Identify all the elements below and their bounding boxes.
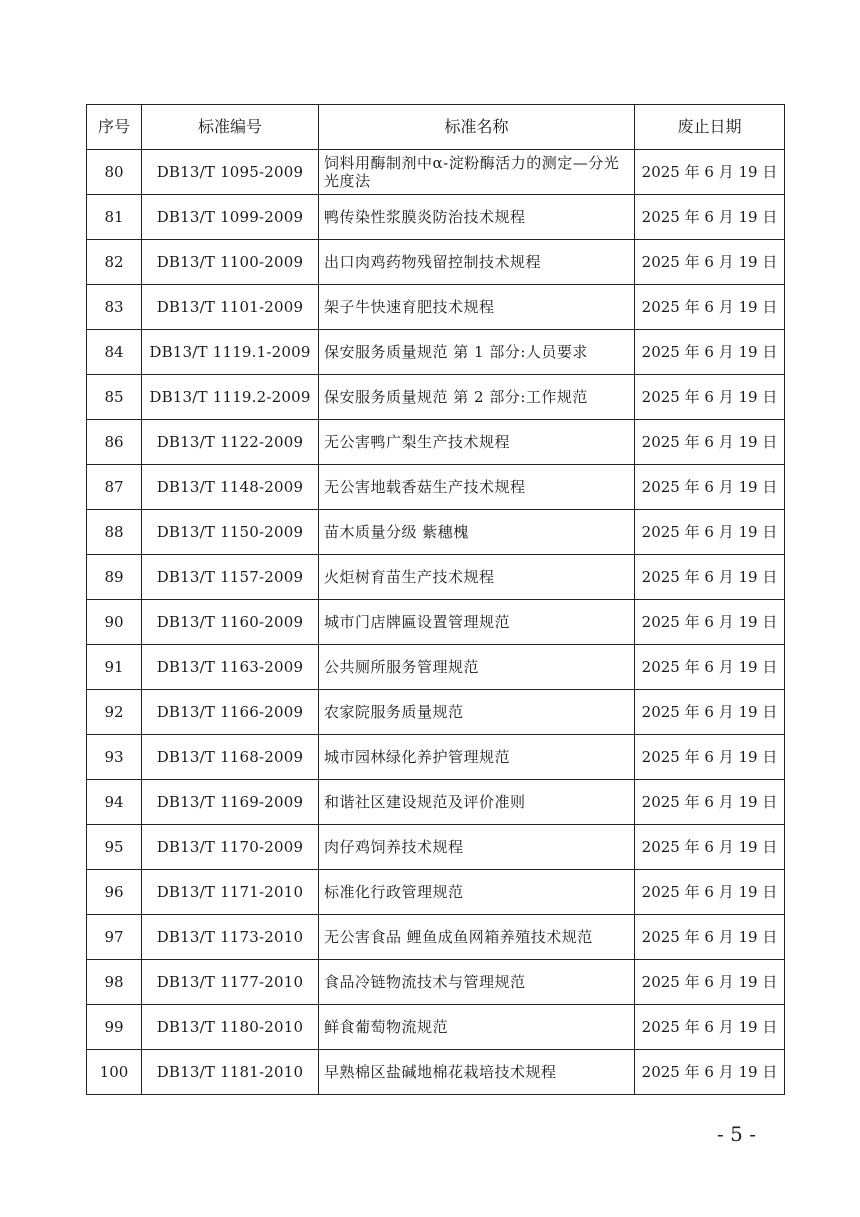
cell-serial-number: 93 bbox=[87, 735, 142, 780]
standards-table bbox=[86, 104, 785, 1095]
cell-abolish-date: 2025 年 6 月 19 日 bbox=[635, 150, 785, 195]
cell-serial-number: 96 bbox=[87, 870, 142, 915]
cell-standard-code: DB13/T 1150-2009 bbox=[142, 510, 319, 555]
cell-abolish-date: 2025 年 6 月 19 日 bbox=[635, 645, 785, 690]
table-row bbox=[87, 960, 785, 1005]
cell-abolish-date: 2025 年 6 月 19 日 bbox=[635, 825, 785, 870]
cell-serial-number: 84 bbox=[87, 330, 142, 375]
cell-serial-number: 100 bbox=[87, 1050, 142, 1095]
cell-serial-number: 81 bbox=[87, 195, 142, 240]
cell-serial-number: 80 bbox=[87, 150, 142, 195]
cell-standard-code: DB13/T 1122-2009 bbox=[142, 420, 319, 465]
cell-standard-code: DB13/T 1166-2009 bbox=[142, 690, 319, 735]
cell-abolish-date: 2025 年 6 月 19 日 bbox=[635, 780, 785, 825]
table-header-row bbox=[87, 105, 785, 150]
cell-standard-name: 架子牛快速育肥技术规程 bbox=[319, 285, 635, 330]
cell-standard-code: DB13/T 1163-2009 bbox=[142, 645, 319, 690]
cell-standard-code: DB13/T 1160-2009 bbox=[142, 600, 319, 645]
table-row bbox=[87, 420, 785, 465]
table-row bbox=[87, 825, 785, 870]
cell-serial-number: 88 bbox=[87, 510, 142, 555]
cell-abolish-date: 2025 年 6 月 19 日 bbox=[635, 420, 785, 465]
cell-serial-number: 91 bbox=[87, 645, 142, 690]
cell-abolish-date: 2025 年 6 月 19 日 bbox=[635, 1050, 785, 1095]
cell-serial-number: 82 bbox=[87, 240, 142, 285]
table-row bbox=[87, 600, 785, 645]
cell-standard-name: 无公害食品 鲤鱼成鱼网箱养殖技术规范 bbox=[319, 915, 635, 960]
cell-abolish-date: 2025 年 6 月 19 日 bbox=[635, 240, 785, 285]
header-standard-name: 标准名称 bbox=[319, 105, 635, 150]
cell-serial-number: 87 bbox=[87, 465, 142, 510]
cell-standard-code: DB13/T 1168-2009 bbox=[142, 735, 319, 780]
table-body bbox=[87, 150, 785, 1095]
cell-standard-code: DB13/T 1177-2010 bbox=[142, 960, 319, 1005]
table-row bbox=[87, 195, 785, 240]
table-row bbox=[87, 735, 785, 780]
table-row bbox=[87, 780, 785, 825]
cell-abolish-date: 2025 年 6 月 19 日 bbox=[635, 375, 785, 420]
cell-standard-code: DB13/T 1171-2010 bbox=[142, 870, 319, 915]
cell-serial-number: 99 bbox=[87, 1005, 142, 1050]
table-row bbox=[87, 915, 785, 960]
cell-serial-number: 89 bbox=[87, 555, 142, 600]
cell-standard-name: 城市园林绿化养护管理规范 bbox=[319, 735, 635, 780]
cell-standard-code: DB13/T 1181-2010 bbox=[142, 1050, 319, 1095]
cell-standard-name: 肉仔鸡饲养技术规程 bbox=[319, 825, 635, 870]
cell-standard-name: 城市门店牌匾设置管理规范 bbox=[319, 600, 635, 645]
cell-standard-name: 公共厕所服务管理规范 bbox=[319, 645, 635, 690]
cell-abolish-date: 2025 年 6 月 19 日 bbox=[635, 465, 785, 510]
table-row bbox=[87, 240, 785, 285]
cell-standard-code: DB13/T 1157-2009 bbox=[142, 555, 319, 600]
cell-standard-code: DB13/T 1119.1-2009 bbox=[142, 330, 319, 375]
cell-serial-number: 94 bbox=[87, 780, 142, 825]
table-row bbox=[87, 510, 785, 555]
cell-standard-name: 鲜食葡萄物流规范 bbox=[319, 1005, 635, 1050]
cell-standard-code: DB13/T 1100-2009 bbox=[142, 240, 319, 285]
table-row bbox=[87, 285, 785, 330]
cell-serial-number: 92 bbox=[87, 690, 142, 735]
cell-serial-number: 83 bbox=[87, 285, 142, 330]
cell-standard-code: DB13/T 1170-2009 bbox=[142, 825, 319, 870]
cell-abolish-date: 2025 年 6 月 19 日 bbox=[635, 915, 785, 960]
cell-standard-name: 火炬树育苗生产技术规程 bbox=[319, 555, 635, 600]
cell-abolish-date: 2025 年 6 月 19 日 bbox=[635, 555, 785, 600]
cell-serial-number: 85 bbox=[87, 375, 142, 420]
cell-abolish-date: 2025 年 6 月 19 日 bbox=[635, 285, 785, 330]
cell-standard-name: 食品冷链物流技术与管理规范 bbox=[319, 960, 635, 1005]
table-row bbox=[87, 690, 785, 735]
cell-standard-code: DB13/T 1095-2009 bbox=[142, 150, 319, 195]
header-standard-code: 标准编号 bbox=[142, 105, 319, 150]
cell-standard-name: 早熟棉区盐碱地棉花栽培技术规程 bbox=[319, 1050, 635, 1095]
header-abolish-date: 废止日期 bbox=[635, 105, 785, 150]
cell-standard-name: 鸭传染性浆膜炎防治技术规程 bbox=[319, 195, 635, 240]
table-row bbox=[87, 645, 785, 690]
header-serial-number: 序号 bbox=[87, 105, 142, 150]
cell-abolish-date: 2025 年 6 月 19 日 bbox=[635, 600, 785, 645]
cell-standard-code: DB13/T 1169-2009 bbox=[142, 780, 319, 825]
cell-standard-name: 苗木质量分级 紫穗槐 bbox=[319, 510, 635, 555]
cell-abolish-date: 2025 年 6 月 19 日 bbox=[635, 195, 785, 240]
cell-serial-number: 97 bbox=[87, 915, 142, 960]
cell-abolish-date: 2025 年 6 月 19 日 bbox=[635, 960, 785, 1005]
cell-standard-name: 无公害鸭广梨生产技术规程 bbox=[319, 420, 635, 465]
table-row bbox=[87, 375, 785, 420]
cell-standard-code: DB13/T 1099-2009 bbox=[142, 195, 319, 240]
cell-standard-name: 无公害地载香菇生产技术规程 bbox=[319, 465, 635, 510]
cell-standard-code: DB13/T 1148-2009 bbox=[142, 465, 319, 510]
table-row bbox=[87, 1005, 785, 1050]
cell-abolish-date: 2025 年 6 月 19 日 bbox=[635, 870, 785, 915]
cell-standard-code: DB13/T 1173-2010 bbox=[142, 915, 319, 960]
cell-standard-name: 保安服务质量规范 第 2 部分:工作规范 bbox=[319, 375, 635, 420]
table-row bbox=[87, 150, 785, 195]
cell-abolish-date: 2025 年 6 月 19 日 bbox=[635, 735, 785, 780]
cell-standard-code: DB13/T 1180-2010 bbox=[142, 1005, 319, 1050]
cell-standard-name: 农家院服务质量规范 bbox=[319, 690, 635, 735]
cell-serial-number: 90 bbox=[87, 600, 142, 645]
cell-serial-number: 86 bbox=[87, 420, 142, 465]
cell-standard-name: 饲料用酶制剂中α-淀粉酶活力的测定—分光光度法 bbox=[319, 150, 635, 195]
cell-standard-name: 保安服务质量规范 第 1 部分:人员要求 bbox=[319, 330, 635, 375]
cell-standard-name: 出口肉鸡药物残留控制技术规程 bbox=[319, 240, 635, 285]
table-row bbox=[87, 555, 785, 600]
cell-standard-code: DB13/T 1101-2009 bbox=[142, 285, 319, 330]
cell-abolish-date: 2025 年 6 月 19 日 bbox=[635, 1005, 785, 1050]
page-number: - 5 - bbox=[717, 1122, 756, 1146]
cell-abolish-date: 2025 年 6 月 19 日 bbox=[635, 330, 785, 375]
cell-abolish-date: 2025 年 6 月 19 日 bbox=[635, 510, 785, 555]
cell-standard-name: 和谐社区建设规范及评价准则 bbox=[319, 780, 635, 825]
table-row bbox=[87, 330, 785, 375]
table-row bbox=[87, 870, 785, 915]
cell-standard-code: DB13/T 1119.2-2009 bbox=[142, 375, 319, 420]
cell-standard-name: 标准化行政管理规范 bbox=[319, 870, 635, 915]
cell-serial-number: 95 bbox=[87, 825, 142, 870]
table-row bbox=[87, 465, 785, 510]
cell-serial-number: 98 bbox=[87, 960, 142, 1005]
cell-abolish-date: 2025 年 6 月 19 日 bbox=[635, 690, 785, 735]
table-row bbox=[87, 1050, 785, 1095]
